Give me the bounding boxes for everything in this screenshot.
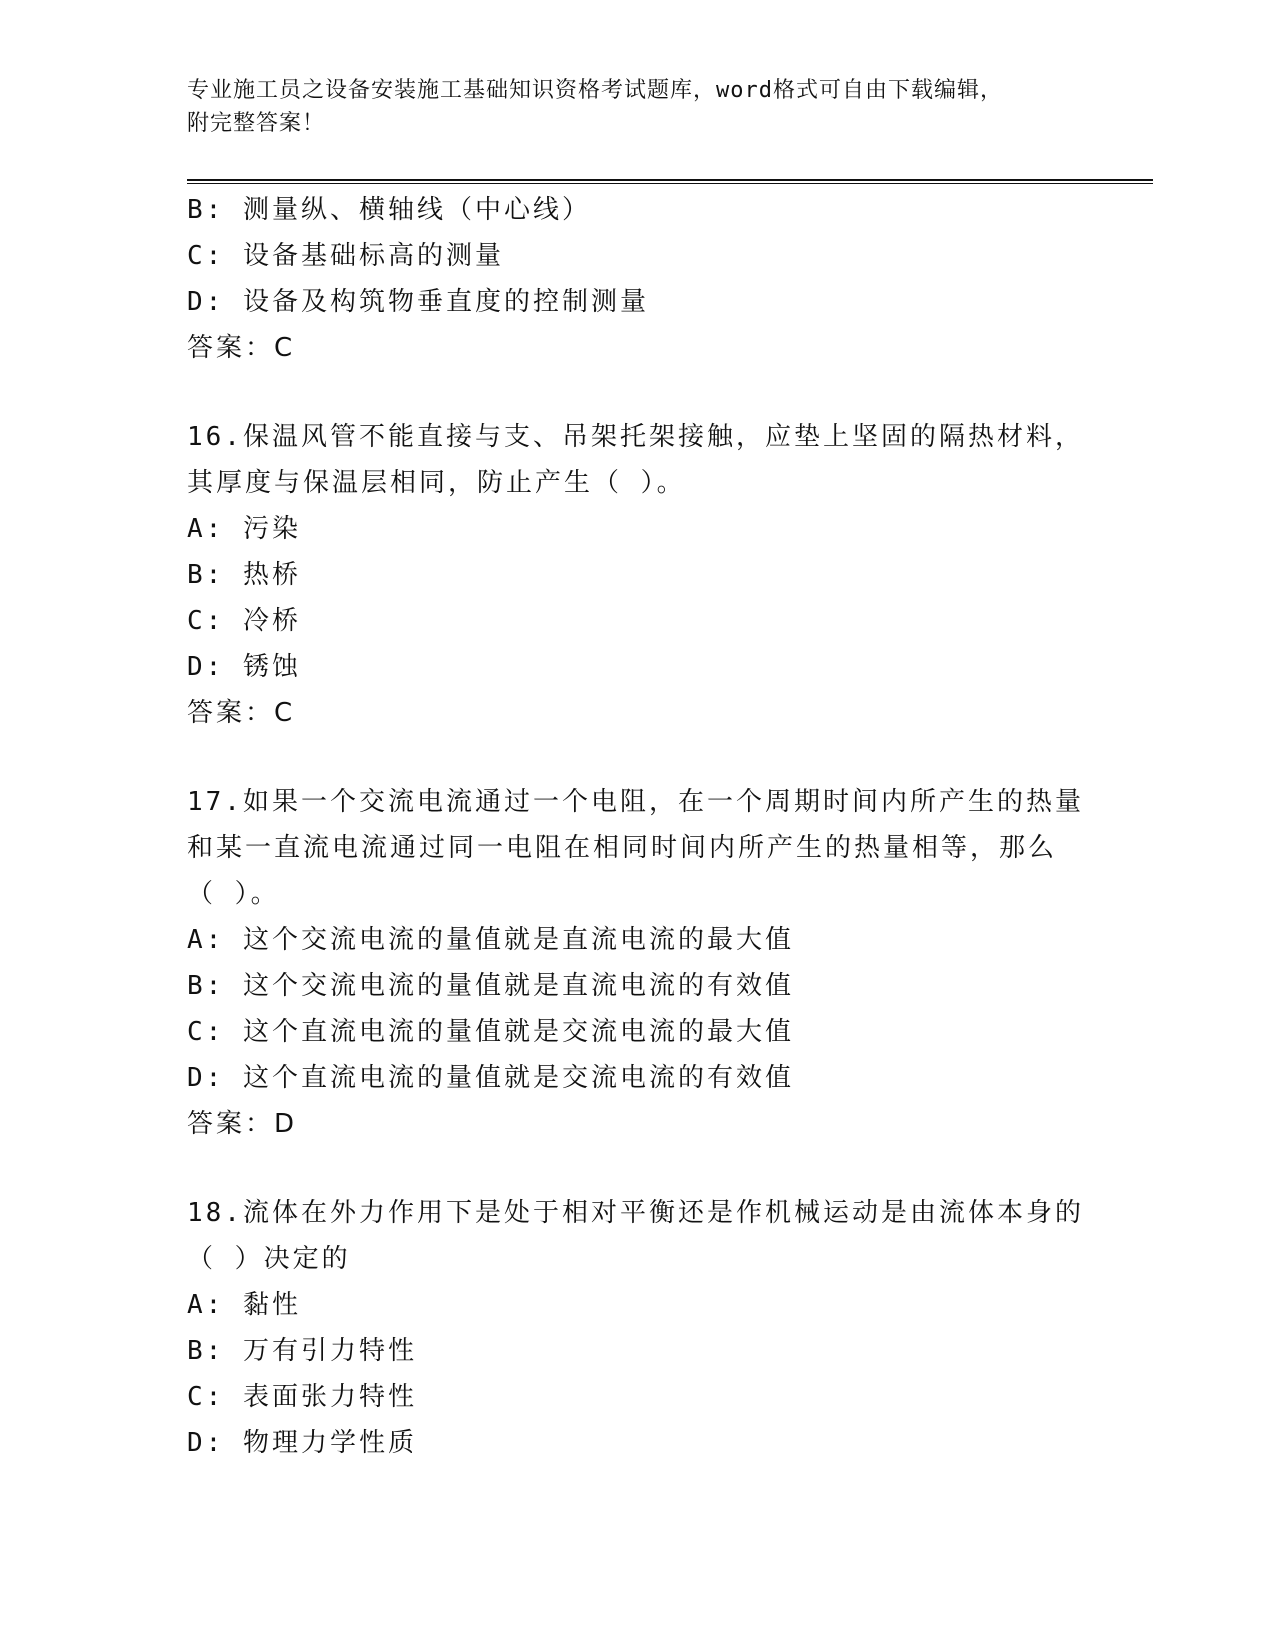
question-list — [187, 187, 1087, 1466]
stem-line: 16.保温风管不能直接与支、吊架托架接触，应垫上坚固的隔热材料， — [187, 422, 1084, 452]
option-c: C: 表面张力特性 — [187, 1382, 417, 1412]
option-c: C: 冷桥 — [187, 606, 301, 636]
spacer — [187, 1147, 1087, 1190]
option-c: C: 设备基础标高的测量 — [187, 241, 504, 271]
stem-line: 和某一直流电流通过同一电阻在相同时间内所产生的热量相等，那么 — [187, 833, 1058, 863]
question-stem — [187, 779, 1087, 917]
header-divider-thick — [187, 179, 1153, 181]
spacer — [187, 736, 1087, 779]
question-stem — [187, 414, 1087, 506]
option-c: C: 这个直流电流的量值就是交流电流的最大值 — [187, 1017, 794, 1047]
option-a: A: 黏性 — [187, 1290, 301, 1320]
stem-line: 17.如果一个交流电流通过一个电阻，在一个周期时间内所产生的热量 — [187, 787, 1084, 817]
stem-line: （ ）决定的 — [187, 1244, 351, 1274]
option-b: B: 万有引力特性 — [187, 1336, 417, 1366]
header-line-1: 专业施工员之设备安装施工基础知识资格考试题库，word格式可自由下载编辑， — [187, 78, 1003, 103]
question-16 — [187, 414, 1087, 736]
option-a: A: 污染 — [187, 514, 301, 544]
option-b: B: 测量纵、横轴线（中心线） — [187, 195, 591, 225]
header-line-2: 附完整答案！ — [187, 111, 326, 136]
option-d: D: 设备及构筑物垂直度的控制测量 — [187, 287, 649, 317]
stem-line: （ ）。 — [187, 879, 280, 909]
question-15 — [187, 187, 1087, 371]
option-d: D: 物理力学性质 — [187, 1428, 417, 1458]
stem-line: 18.流体在外力作用下是处于相对平衡还是作机械运动是由流体本身的 — [187, 1198, 1084, 1228]
answer-line: 答案：D — [187, 1109, 298, 1139]
question-17 — [187, 779, 1087, 1147]
header-divider-thin — [187, 183, 1153, 184]
answer-line: 答案：C — [187, 698, 296, 728]
option-d: D: 锈蚀 — [187, 652, 301, 682]
option-d: D: 这个直流电流的量值就是交流电流的有效值 — [187, 1063, 794, 1093]
option-a: A: 这个交流电流的量值就是直流电流的最大值 — [187, 925, 794, 955]
answer-line: 答案：C — [187, 333, 296, 363]
question-stem — [187, 1190, 1087, 1282]
document-header — [187, 74, 1087, 140]
option-b: B: 这个交流电流的量值就是直流电流的有效值 — [187, 971, 794, 1001]
stem-line: 其厚度与保温层相同，防止产生（ ）。 — [187, 468, 686, 498]
option-b: B: 热桥 — [187, 560, 301, 590]
question-18 — [187, 1190, 1087, 1466]
spacer — [187, 371, 1087, 414]
